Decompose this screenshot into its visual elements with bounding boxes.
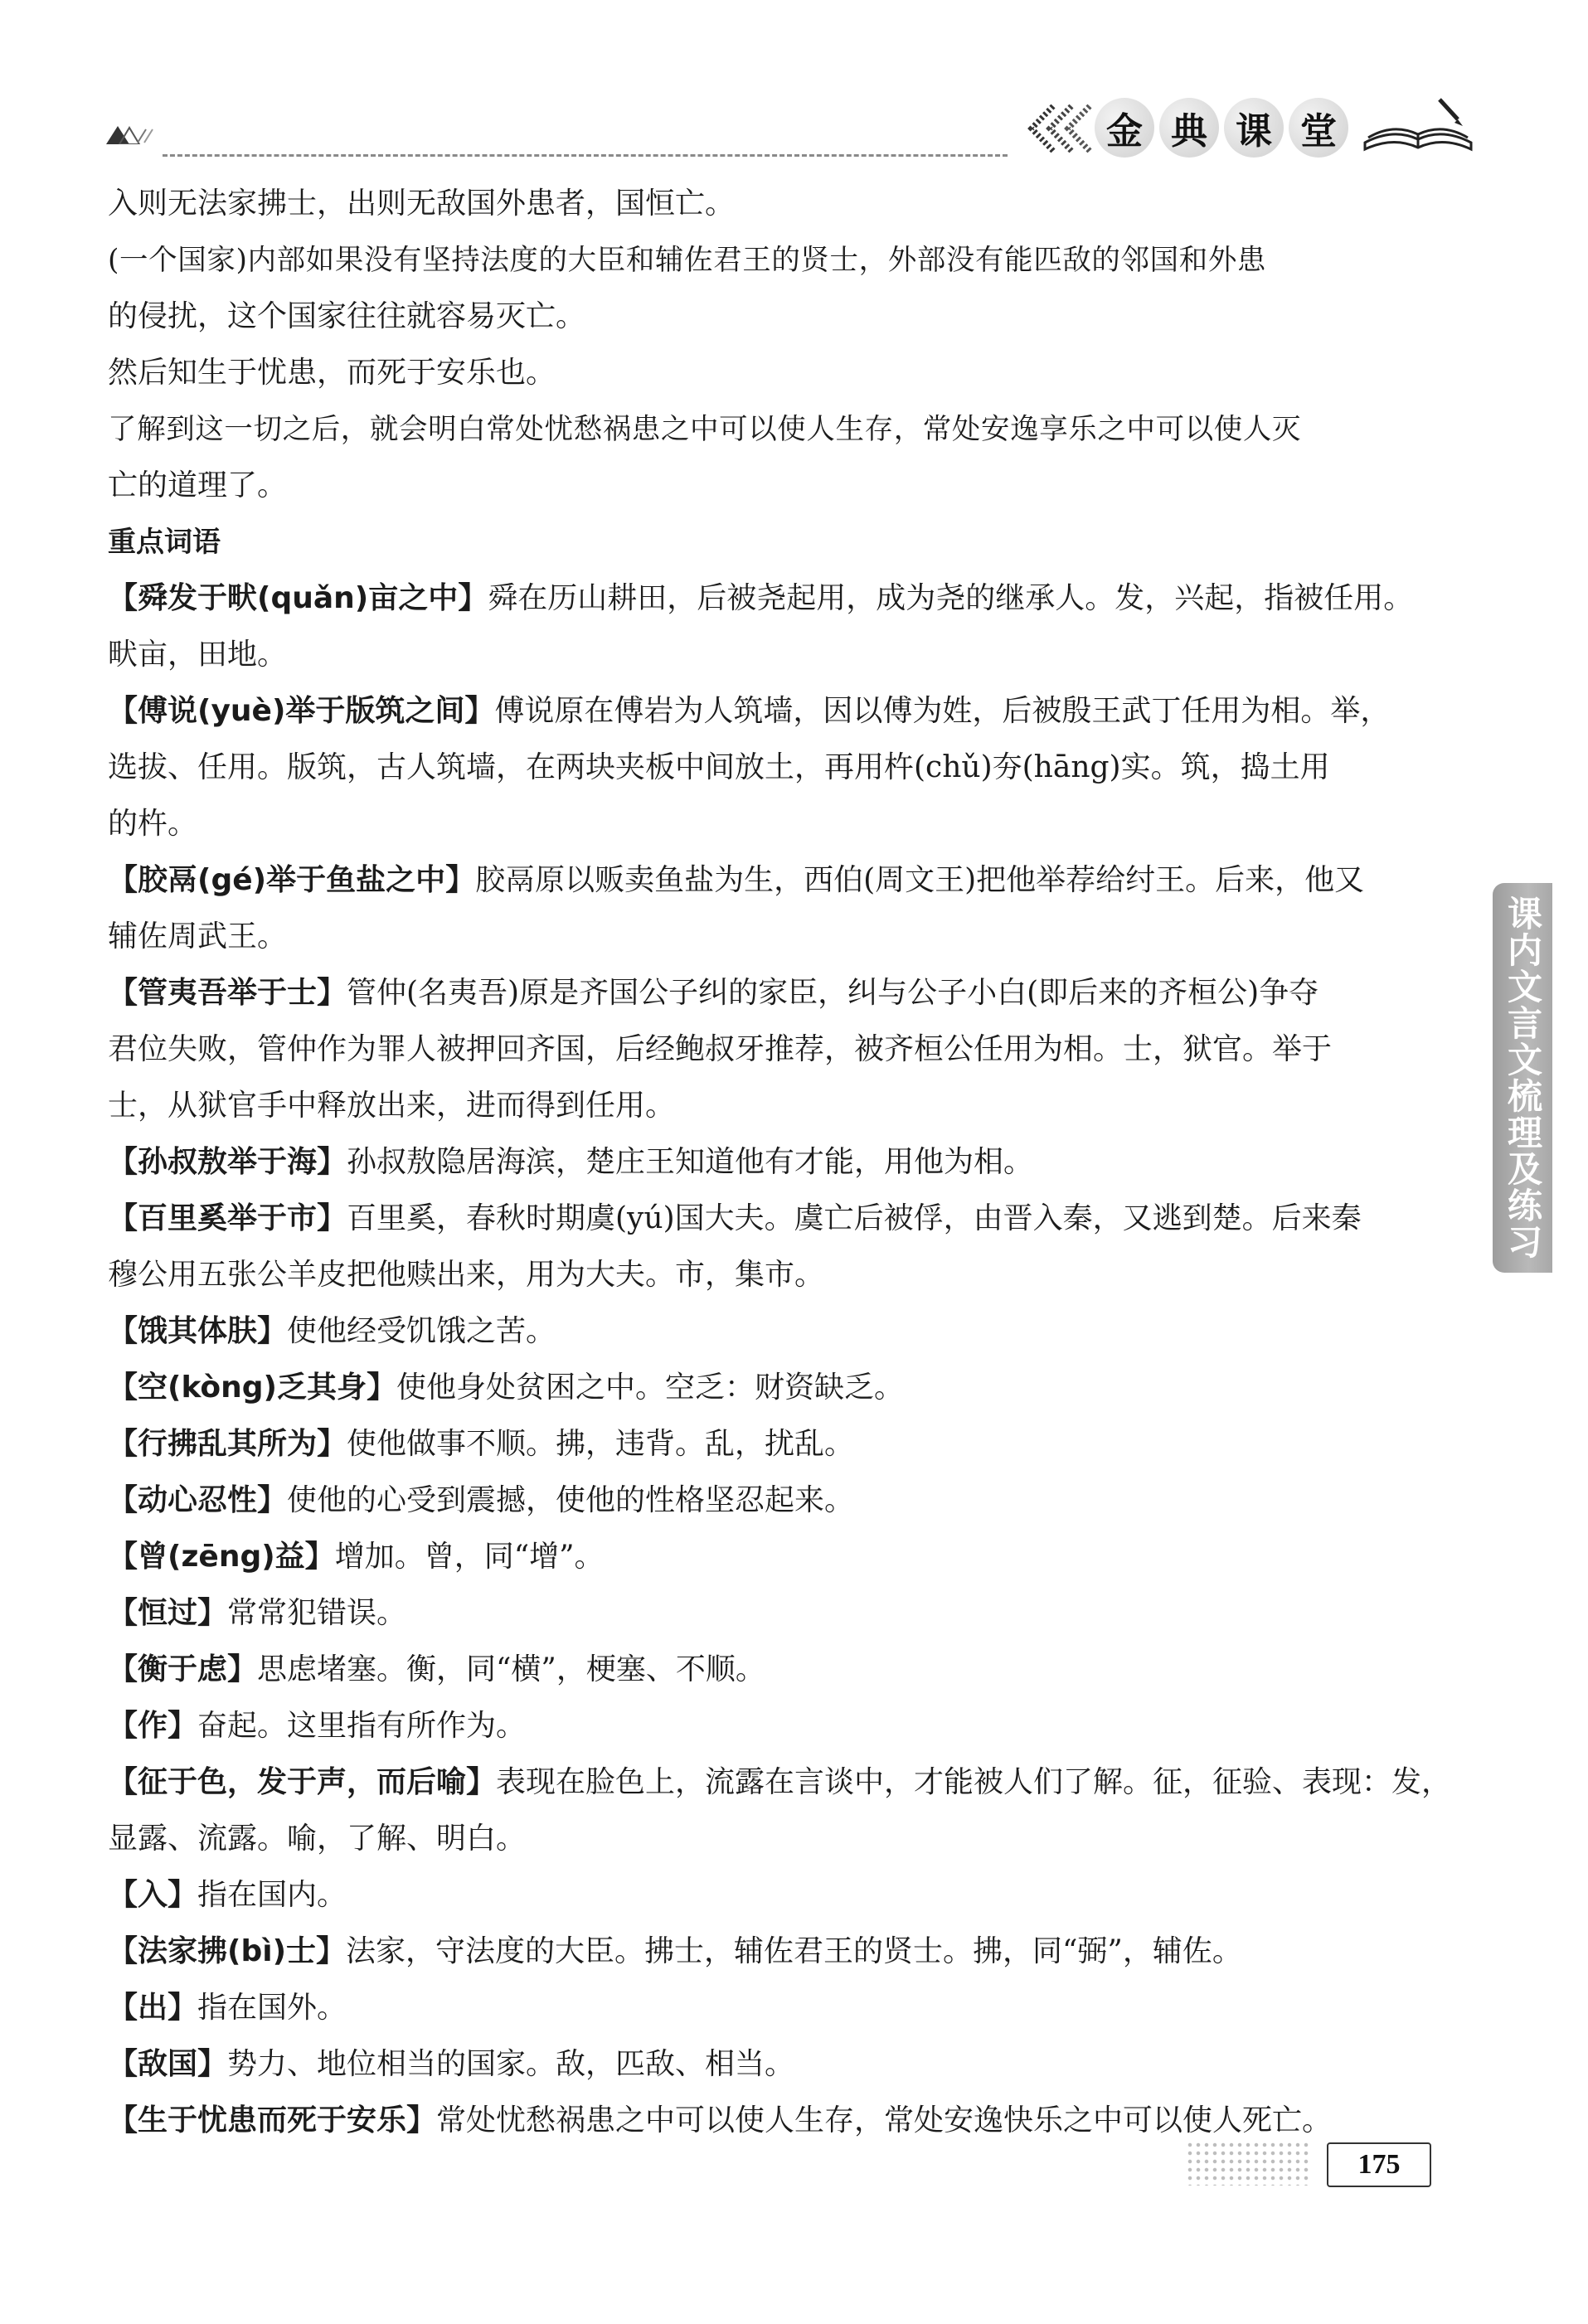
vocab-term: 【动心忍性】 [108,1483,288,1517]
text-line: 入则无法家拂士，出则无敌国外患者，国恒亡。 [108,187,736,221]
vocab-term: 【行拂乱其所为】 [108,1427,347,1461]
vocab-definition: 士，从狱官手中释放出来，进而得到任用。 [108,1089,676,1123]
vocab-term: 【生于忧患而死于安乐】 [108,2103,437,2137]
vocab-definition: 使他的心受到震撼，使他的性格坚忍起来。 [287,1483,855,1517]
vocab-entry [108,1191,1439,1303]
vocab-term: 【舜发于畎(quǎn)亩之中】 [108,581,488,615]
header-title [1095,91,1348,166]
header-title-char: 堂 [1289,98,1348,158]
vocab-definition: 百里奚，春秋时期虞(yú)国大夫。虞亡后被俘，由晋入秦，又逃到楚。后来秦 [347,1201,1362,1235]
text-line: 了解到这一切之后，就会明白常处忧愁祸患之中可以使人生存，常处安逸享乐之中可以使人灭 [108,413,1302,446]
header-title-char: 典 [1159,98,1219,158]
side-tab-label: 课内文言文梳理及练习 [1503,895,1543,1260]
vocab-definition: 势力、地位相当的国家。敌，匹敌、相当。 [227,2047,795,2081]
vocab-definition: 使他经受饥饿之苦。 [287,1314,556,1348]
vocab-term: 【法家拂(bì)士】 [108,1934,347,1968]
page-number: 175 [1327,2142,1431,2187]
vocab-term: 【百里奚举于市】 [108,1201,347,1235]
vocab-definition: 穆公用五张公羊皮把他赎出来，用为大夫。市，集市。 [108,1258,825,1292]
header-dashed-rule [163,154,1008,157]
text-line: (一个国家)内部如果没有坚持法度的大臣和辅佐君王的贤士，外部没有能匹敌的邻国和外患 [108,244,1267,277]
book-pen-icon [1360,91,1476,158]
vocab-term: 【征于色，发于声，而后喻】 [108,1765,497,1799]
vocab-definition: 指在国内。 [197,1878,347,1912]
vocab-definition: 使他身处贫困之中。空乏：财资缺乏。 [396,1371,905,1405]
vocab-definition: 法家，守法度的大臣。拂士，辅佐君王的贤士。拂，同“弼”，辅佐。 [346,1934,1242,1968]
vocab-entry [108,1529,1439,1585]
vocab-entry [108,1416,1439,1473]
vocab-definition: 指在国外。 [197,1991,347,2025]
vocab-entry [108,965,1439,1134]
page-content [108,176,1452,2149]
vocab-definition: 畎亩，田地。 [108,638,288,672]
vocab-definition: 思虑堵塞。衡，同“横”，梗塞、不顺。 [257,1652,765,1686]
vocab-term: 【傅说(yuè)举于版筑之间】 [108,694,495,728]
vocab-term: 【作】 [108,1709,198,1743]
vocab-definition: 君位失败，管仲作为罪人被押回齐国，后经鲍叔牙推荐，被齐桓公任用为相。士，狱官。举于 [108,1032,1333,1066]
vocab-definition: 胶鬲原以贩卖鱼盐为生，西伯(周文王)把他举荐给纣王。后来，他又 [475,863,1365,897]
vocab-definition: 表现在脸色上，流露在言谈中，才能被人们了解。征，征验、表现：发， [496,1765,1452,1799]
vocab-entry [108,683,1439,852]
vocab-term: 【出】 [108,1991,198,2025]
vocab-term: 【孙叔敖举于海】 [108,1145,347,1179]
vocab-entry [108,2036,1439,2093]
section-title: 重点词语 [108,526,221,559]
vocab-definition: 选拔、任用。版筑，古人筑墙，在两块夹板中间放土，再用杵(chǔ)夯(hāng)实。筑，捣土用 [108,750,1330,784]
vocab-entry [108,1134,1439,1191]
vocab-entry [108,1642,1439,1698]
vocab-definition: 常处忧愁祸患之中可以使人生存，常处安逸快乐之中可以使人死亡。 [436,2103,1333,2137]
header-triangles-icon [106,123,159,144]
vocab-entry [108,1924,1439,1980]
text-line: 亡的道理了。 [108,468,288,502]
side-section-tab [1493,883,1552,1273]
vocab-entry [108,1360,1439,1416]
header-title-char: 金 [1095,98,1154,158]
vocab-definition: 奋起。这里指有所作为。 [197,1709,527,1743]
vocab-definition: 常常犯错误。 [227,1596,407,1630]
chevrons-icon [1020,99,1095,158]
vocab-entry [108,1698,1439,1754]
vocab-term: 【衡于虑】 [108,1652,258,1686]
text-line: 的侵扰，这个国家往往就容易灭亡。 [108,299,586,333]
vocab-entry [108,1980,1439,2036]
footer-dot-pattern [1186,2141,1310,2186]
vocab-term: 【饿其体肤】 [108,1314,288,1348]
vocab-entry [108,1754,1452,1867]
vocab-entry [108,852,1439,965]
header-title-char: 课 [1224,98,1284,158]
text-line: 然后知生于忧患，而死于安乐也。 [108,356,556,390]
vocab-term: 【恒过】 [108,1596,228,1630]
vocab-term: 【曾(zēng)益】 [108,1540,335,1574]
vocab-definition: 使他做事不顺。拂，违背。乱，扰乱。 [347,1427,855,1461]
vocab-term: 【敌国】 [108,2047,228,2081]
vocab-entry [108,1473,1439,1529]
vocab-entry [108,570,1439,683]
vocab-term: 【管夷吾举于士】 [108,976,347,1010]
vocab-entry [108,1303,1439,1360]
vocab-definition: 管仲(名夷吾)原是齐国公子纠的家臣，纠与公子小白(即后来的齐桓公)争夺 [347,976,1319,1010]
vocab-term: 【空(kòng)乏其身】 [108,1371,397,1405]
vocab-term: 【胶鬲(gé)举于鱼盐之中】 [108,863,476,897]
vocab-term: 【入】 [108,1878,198,1912]
vocab-definition: 孙叔敖隐居海滨，楚庄王知道他有才能，用他为相。 [347,1145,1034,1179]
vocab-entry [108,1867,1439,1924]
vocab-definition: 的杵。 [108,807,198,841]
vocab-definition: 傅说原在傅岩为人筑墙，因以傅为姓，后被殷王武丁任用为相。举， [494,694,1391,728]
vocab-definition: 显露、流露。喻，了解、明白。 [108,1822,527,1856]
vocab-entry [108,1585,1439,1642]
vocab-definition: 舜在历山耕田，后被尧起用，成为尧的继承人。发，兴起，指被任用。 [488,581,1414,615]
vocab-definition: 辅佐周武王。 [108,919,288,953]
vocab-definition: 增加。曾，同“增”。 [334,1540,605,1574]
